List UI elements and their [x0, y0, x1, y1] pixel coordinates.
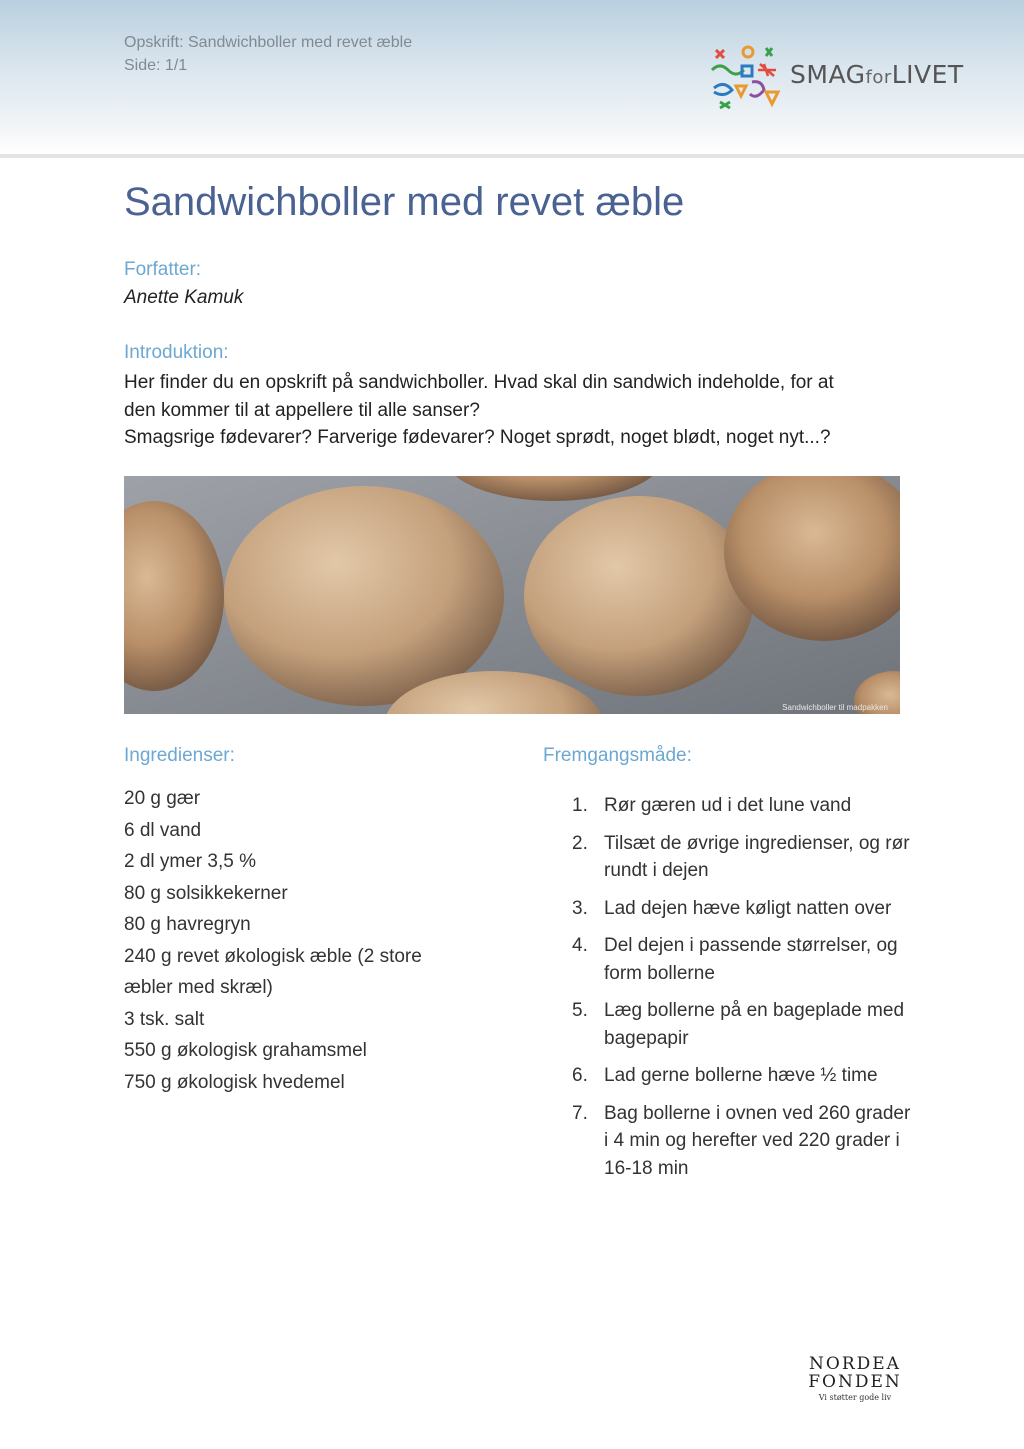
intro-line: den kommer til at appellere til alle sanser? [124, 399, 480, 421]
step-number: 6. [572, 1065, 588, 1086]
method-step [572, 895, 912, 923]
step-text: Lad gerne bollerne hæve ½ time [604, 1065, 878, 1086]
bread-rolls-photo [124, 476, 900, 714]
bread-rolls-image [124, 476, 900, 714]
step-text: Tilsæt de øvrige ingredienser, og rør rundt i dejen [604, 832, 910, 881]
logo-mark-icon [706, 42, 786, 112]
recipe-title: Sandwichboller med revet æble [124, 180, 685, 224]
logo-wordmark: SMAGforLIVET [790, 60, 964, 89]
intro-label: Introduktion: [124, 342, 229, 363]
ingredient-item: æbler med skræl) [124, 977, 273, 998]
document-label: Opskrift: Sandwichboller med revet æble [124, 34, 413, 51]
ingredients-list [124, 783, 454, 1098]
ingredient-item: 20 g gær [124, 788, 201, 809]
ingredient-item: 6 dl vand [124, 819, 202, 841]
step-number: 3. [572, 897, 588, 919]
method-step [572, 830, 912, 885]
logo-tagline: Vi støtter gode liv [818, 1393, 892, 1402]
method-steps [572, 792, 912, 1192]
header-divider [0, 154, 1024, 158]
step-text: Bag bollerne i ovnen ved 260 grader i 4 min og herefter ved 220 grader i 16-18 min [604, 1102, 911, 1179]
method-step [572, 1100, 912, 1183]
intro-line: Smagsrige fødevarer? Farverige fødevarer? Noget sprødt, noget blødt, noget nyt...? [124, 427, 831, 448]
step-text: Læg bollerne på en bageplade med bagepapir [604, 1000, 905, 1049]
photo-caption: Sandwichboller til madpakken [782, 703, 888, 712]
step-number: 2. [572, 832, 588, 854]
author-label: Forfatter: [124, 259, 202, 280]
author-name: Anette Kamuk [124, 287, 244, 308]
method-step [572, 932, 912, 987]
ingredient-item: 2 dl ymer 3,5 % [124, 851, 256, 872]
step-number: 1. [572, 795, 588, 816]
ingredient-item: 80 g solsikkekerner [124, 882, 288, 904]
ingredients-label: Ingredienser: [124, 745, 235, 766]
step-number: 7. [572, 1102, 588, 1124]
step-text: Rør gæren ud i det lune vand [604, 795, 852, 816]
step-number: 5. [572, 1000, 588, 1021]
step-text: Lad dejen hæve køligt natten over [604, 897, 892, 919]
ingredient-item: 240 g revet økologisk æble (2 store [124, 945, 422, 967]
page-number: Side: 1/1 [124, 57, 188, 74]
method-label: Fremgangsmåde: [543, 745, 692, 766]
step-number: 4. [572, 935, 588, 956]
method-step [572, 997, 912, 1052]
logo-line-1: NORDEA [809, 1354, 901, 1374]
ingredient-item: 80 g havregryn [124, 914, 251, 935]
intro-line: Her finder du en opskrift på sandwichboller. Hvad skal din sandwich indeholde, for at [124, 372, 834, 393]
nordea-fonden-logo [800, 1355, 910, 1402]
ingredient-item: 750 g økologisk hvedemel [124, 1071, 345, 1093]
method-step [572, 792, 912, 820]
method-step [572, 1062, 912, 1090]
smag-for-livet-logo [706, 42, 964, 112]
ingredient-item: 550 g økologisk grahamsmel [124, 1040, 367, 1061]
logo-line-2: FONDEN [808, 1372, 902, 1392]
intro-text [124, 369, 914, 452]
ingredient-item: 3 tsk. salt [124, 1008, 205, 1030]
step-text: Del dejen i passende størrelser, og form bollerne [604, 935, 898, 984]
